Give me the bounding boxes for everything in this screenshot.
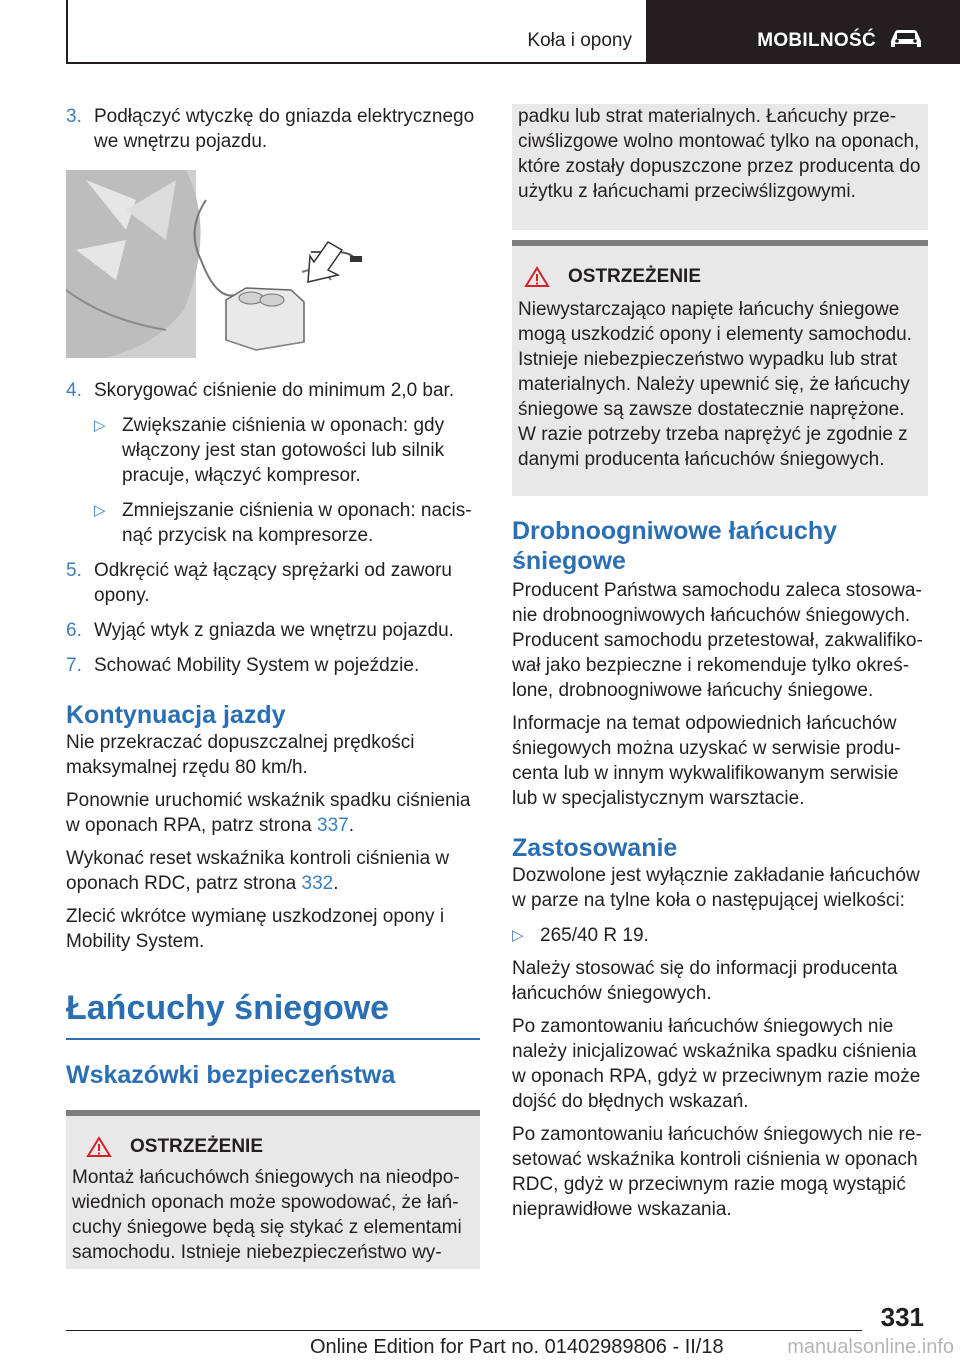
bullet-text: Zmniejszanie ciśnienia w oponach: nacisnąć przycisk na kompresorze.: [122, 500, 472, 546]
warning-heading: [518, 264, 922, 289]
step-number: 6.: [66, 620, 82, 641]
warning-triangle-icon: [524, 266, 550, 288]
paragraph: Dozwolone jest wyłącznie zakładanie łańcuchów w parze na tylne koła o następującej wielkości:: [512, 865, 920, 911]
paragraph-rdc: [66, 846, 480, 896]
warning-box-2: [512, 240, 928, 496]
step-text: Podłączyć wtyczkę do gniazda elektrycznego we wnętrzu pojazdu.: [94, 106, 475, 152]
heading-rule: [66, 1038, 480, 1040]
bullet-increase-pressure: [66, 413, 480, 488]
page-number: 331: [880, 1302, 924, 1332]
step-text: Wyjąć wtyk z gniazda we wnętrzu pojazdu.: [94, 620, 454, 641]
step-6: [66, 618, 480, 643]
step-7: [66, 653, 480, 678]
heading-continue-driving: Kontynuacja jazdy: [66, 701, 286, 729]
warning-text: Niewystarczająco napięte łańcuchy śniegowe mogą uszkodzić opony i elementy samochodu. Istnieje niebezpieczeństwo wypadku lub strat materialnych. Należy upewnić się, że łańcuchy śniegowe są zawsze dostatecznie naprężone. W razie potrzeby trzeba naprężyć je zgodnie z danymi producenta łańcuchów śniegowych.: [518, 299, 912, 470]
paragraph: Po zamontowaniu łańcuchów śniegowych nie resetować wskaźnika kontroli ciśnienia w oponach RDC, gdyż w przeciwnym razie mogą wystąpić nieprawidłowe wskazania.: [512, 1124, 922, 1220]
warning-text: Montaż łańcuchówch śniegowych na nieodpowiednich oponach może spowodować, że łańcuchy śniegowe będą się stykać z elementami samochodu. Istnieje niebezpieczeństwo wy-: [72, 1167, 462, 1263]
warning-title: OSTRZEŻENIE: [130, 1136, 264, 1157]
header-chapter-box: [66, 0, 648, 64]
step-4: [66, 378, 480, 403]
paragraph-rpa: [66, 788, 480, 838]
bullet-decrease-pressure: [66, 498, 480, 548]
step-number: 3.: [66, 106, 82, 127]
watermark-brand: manualsonline.info: [787, 1336, 954, 1358]
wheel-compressor-figure: [66, 170, 366, 358]
step-number: 7.: [66, 655, 82, 676]
step-3: [66, 104, 480, 154]
triangle-bullet-icon: ▷: [94, 417, 106, 434]
step-number: 5.: [66, 560, 82, 581]
paragraph: Zlecić wkrótce wymianę uszkodzonej opony i Mobility System.: [66, 906, 445, 952]
right-column: [512, 104, 928, 1222]
step-text: Schować Mobility System w pojeździe.: [94, 655, 420, 676]
warning-body: [512, 246, 928, 496]
step-text: Odkręcić wąż łączący sprężarki od zaworu opony.: [94, 560, 452, 606]
paragraph: Informacje na temat odpowiednich łańcuchów śniegowych można uzyskać w serwisie producenta lub w innym wykwalifikowanym serwisie lub w specjalistycznym warsztacie.: [512, 713, 901, 809]
text: Ponownie uruchomić wskaźnik spadku ciśnienia w oponach RPA, patrz strona: [66, 790, 471, 836]
page-link-337[interactable]: 337: [317, 815, 349, 836]
bullet-tire-size: [512, 923, 928, 948]
paragraph: Należy stosować się do informacji producenta łańcuchów śniegowych.: [512, 958, 898, 1004]
page-link-332[interactable]: 332: [301, 873, 334, 894]
compressor-illustration: [66, 170, 366, 358]
warning-box-1-continued: [512, 104, 928, 230]
triangle-bullet-icon: ▷: [94, 502, 106, 519]
left-column: [66, 104, 480, 1269]
section-title: MOBILNOŚĆ: [757, 30, 876, 51]
step-number: 4.: [66, 380, 82, 401]
triangle-bullet-icon: ▷: [512, 927, 524, 944]
footer-rule: [66, 1330, 862, 1331]
bullet-text: 265/40 R 19.: [540, 925, 649, 946]
paragraph: Nie przekraczać dopuszczalnej prędkości maksymalnej rzędu 80 km/h.: [66, 732, 415, 778]
warning-title: OSTRZEŻENIE: [568, 266, 702, 287]
header-section-box: [648, 0, 960, 64]
heading-safety-notes: Wskazówki bezpieczeństwa: [66, 1061, 396, 1089]
warning-box-1: [66, 1110, 480, 1269]
heading-fine-link-chains: Drobnoogniwowe łańcuchy śniegowe: [512, 517, 838, 575]
edition-text: Online Edition for Part no. 01402989806 - II/18: [310, 1336, 724, 1358]
heading-application: Zastosowanie: [512, 834, 678, 862]
paragraph: Po zamontowaniu łańcuchów śniegowych nie należy inicjalizować wskaźnika spadku ciśnienia w oponach RPA, gdyż w przeciwnym razie może dojść do błędnych wskazań.: [512, 1016, 921, 1112]
step-text: Skorygować ciśnienie do minimum 2,0 bar.: [94, 380, 455, 401]
warning-heading: [72, 1134, 474, 1159]
car-icon: [888, 28, 924, 50]
text: .: [348, 815, 354, 836]
heading-snow-chains: Łańcuchy śniegowe: [66, 989, 390, 1027]
chapter-title: Koła i opony: [527, 30, 632, 51]
paragraph: Producent Państwa samochodu zaleca stosowanie drobnoogniwowych łańcuchów śniegowych. Producent samochodu przetestował, zakwalifikował jako bezpieczne i rekomenduje tylko określone, drobnoogniwowe łańcuchy śniegowe.: [512, 580, 923, 701]
warning-triangle-icon: [86, 1136, 112, 1158]
warning-text: padku lub strat materialnych. Łańcuchy przeciwślizgowe wolno montować tylko na oponach, które zostały dopuszczone przez producenta do użytku z łańcuchami przeciwślizgowymi.: [518, 106, 921, 202]
text: Wykonać reset wskaźnika kontroli ciśnienia w oponach RDC, patrz strona: [66, 848, 450, 894]
warning-body: [66, 1116, 480, 1269]
bullet-text: Zwiększanie ciśnienia w oponach: gdy włączony jest stan gotowości lub silnik pracuje, włączyć kompresor.: [122, 415, 445, 486]
step-5: [66, 558, 480, 608]
text: .: [333, 873, 339, 894]
